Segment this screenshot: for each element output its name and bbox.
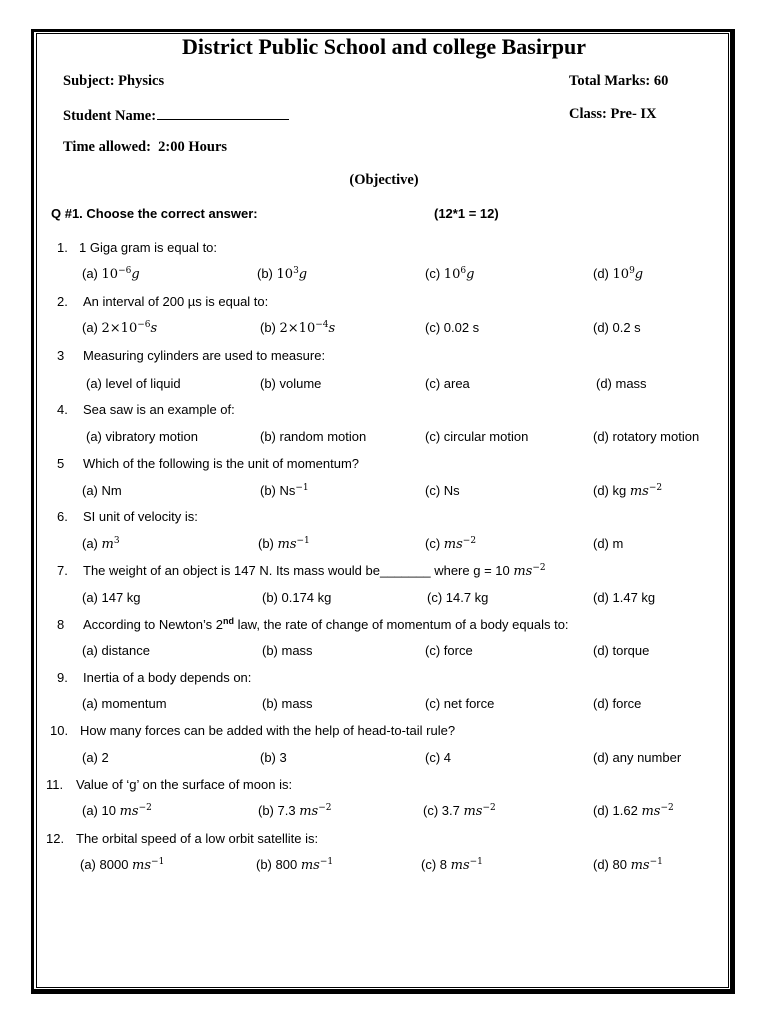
question-number: 3 xyxy=(57,348,65,363)
option-b: (b) 3 xyxy=(260,750,287,765)
option-b: (b) $10^3g$ xyxy=(257,266,308,282)
option-c: (c) area xyxy=(425,376,470,391)
option-b: (b) random motion xyxy=(260,429,367,444)
question-text: An interval of 200 µs is equal to: xyxy=(83,294,269,309)
option-b: (b) $2\times 10^{-4}s$ xyxy=(260,320,336,336)
option-c: (c) circular motion xyxy=(425,429,529,444)
option-c: (c) force xyxy=(425,643,473,658)
option-c: (c) 14.7 kg xyxy=(427,590,489,605)
question-text: SI unit of velocity is: xyxy=(83,509,198,524)
option-c: (c) 0.02 s xyxy=(425,320,480,335)
time-allowed-label: Time allowed: 2:00 Hours xyxy=(63,139,228,155)
option-a: (a) $2\times 10^{-6}s$ xyxy=(82,320,158,336)
student-name-blank xyxy=(157,106,289,120)
option-a: (a) Nm xyxy=(82,483,122,498)
question-text: The orbital speed of a low orbit satellite is: xyxy=(76,831,319,846)
student-name-label: Student Name: xyxy=(63,108,157,124)
question-text: Sea saw is an example of: xyxy=(83,402,235,417)
question-number: 2. xyxy=(57,294,68,309)
option-b: (b) volume xyxy=(260,376,322,391)
subject-label: Subject: Physics xyxy=(63,73,165,89)
option-a: (a) level of liquid xyxy=(86,376,181,391)
section-title: (Objective) xyxy=(349,172,419,188)
option-d: (d) kg $ms^{-2}$ xyxy=(593,483,663,499)
option-a: (a) $10^{-6}g$ xyxy=(82,266,140,282)
option-b: (b) $Ns^{-1}$ xyxy=(260,483,309,498)
option-a: (a) 147 kg xyxy=(82,590,141,605)
section-marks: (12*1 = 12) xyxy=(434,206,499,221)
question-number: 7. xyxy=(57,563,68,578)
question-text: Which of the following is the unit of momentum? xyxy=(83,456,360,471)
question-number: 11. xyxy=(46,777,64,792)
option-c: (c) $10^6g$ xyxy=(425,266,475,282)
option-c: (c) net force xyxy=(425,696,495,711)
option-b: (b) 7.3 $ms^{-2}$ xyxy=(258,803,332,819)
option-b: (b) mass xyxy=(262,643,313,658)
option-a: (a) $m^3$ xyxy=(82,536,120,552)
option-d: (d) 1.62 $ms^{-2}$ xyxy=(593,803,674,819)
question-number: 10. xyxy=(50,723,69,738)
option-d: (d) torque xyxy=(593,643,650,658)
question-number: 8 xyxy=(57,617,65,632)
question-text: Measuring cylinders are used to measure: xyxy=(83,348,326,363)
option-b: (b) mass xyxy=(262,696,313,711)
option-b: (b) $ms^{-1}$ xyxy=(258,536,310,552)
option-a: (a) 2 xyxy=(82,750,109,765)
question-text: Value of ‘g’ on the surface of moon is: xyxy=(76,777,293,792)
option-b: (b) 800 $ms^{-1}$ xyxy=(256,857,334,873)
class-label: Class: Pre- IX xyxy=(569,106,657,122)
question-text: The weight of an object is 147 N. Its mass would be_______ where g = 10 $ms^{-2}$ xyxy=(83,563,546,579)
school-title: District Public School and college Basirpur xyxy=(182,34,586,59)
question-text: According to Newton’s 2nd law, the rate of change of momentum of a body equals to: xyxy=(83,616,569,632)
student-name-field xyxy=(63,106,289,125)
option-d: (d) mass xyxy=(596,376,647,391)
option-d: (d) 0.2 s xyxy=(593,320,641,335)
option-d: (d) rotatory motion xyxy=(593,429,700,444)
option-a: (a) vibratory motion xyxy=(86,429,198,444)
question-number: 4. xyxy=(57,402,68,417)
option-d: (d) 1.47 kg xyxy=(593,590,656,605)
option-d: (d) force xyxy=(593,696,642,711)
question-number: 1. xyxy=(57,240,68,255)
total-marks-label: Total Marks: 60 xyxy=(569,73,669,89)
option-d: (d) $10^9g$ xyxy=(593,266,644,282)
option-a: (a) distance xyxy=(82,643,150,658)
option-c: (c) 3.7 $ms^{-2}$ xyxy=(423,803,496,819)
question-text: 1 Giga gram is equal to: xyxy=(79,240,218,255)
option-c: (c) $ms^{-2}$ xyxy=(425,536,477,552)
option-d: (d) m xyxy=(593,536,624,551)
option-d: (d) 80 $ms^{-1}$ xyxy=(593,857,663,873)
option-c: (c) Ns xyxy=(425,483,460,498)
question-number: 12. xyxy=(46,831,65,846)
question-number: 9. xyxy=(57,670,68,685)
question-number: 6. xyxy=(57,509,68,524)
option-a: (a) 10 $ms^{-2}$ xyxy=(82,803,152,819)
option-c: (c) 8 $ms^{-1}$ xyxy=(421,857,483,873)
option-c: (c) 4 xyxy=(425,750,451,765)
option-d: (d) any number xyxy=(593,750,682,765)
option-a: (a) momentum xyxy=(82,696,167,711)
option-b: (b) 0.174 kg xyxy=(262,590,332,605)
question-text: How many forces can be added with the help of head-to-tail rule? xyxy=(80,723,456,738)
question-number: 5 xyxy=(57,456,65,471)
instruction: Q #1. Choose the correct answer: xyxy=(51,206,258,221)
option-a: (a) 8000 $ms^{-1}$ xyxy=(80,857,165,873)
question-text: Inertia of a body depends on: xyxy=(83,670,252,685)
